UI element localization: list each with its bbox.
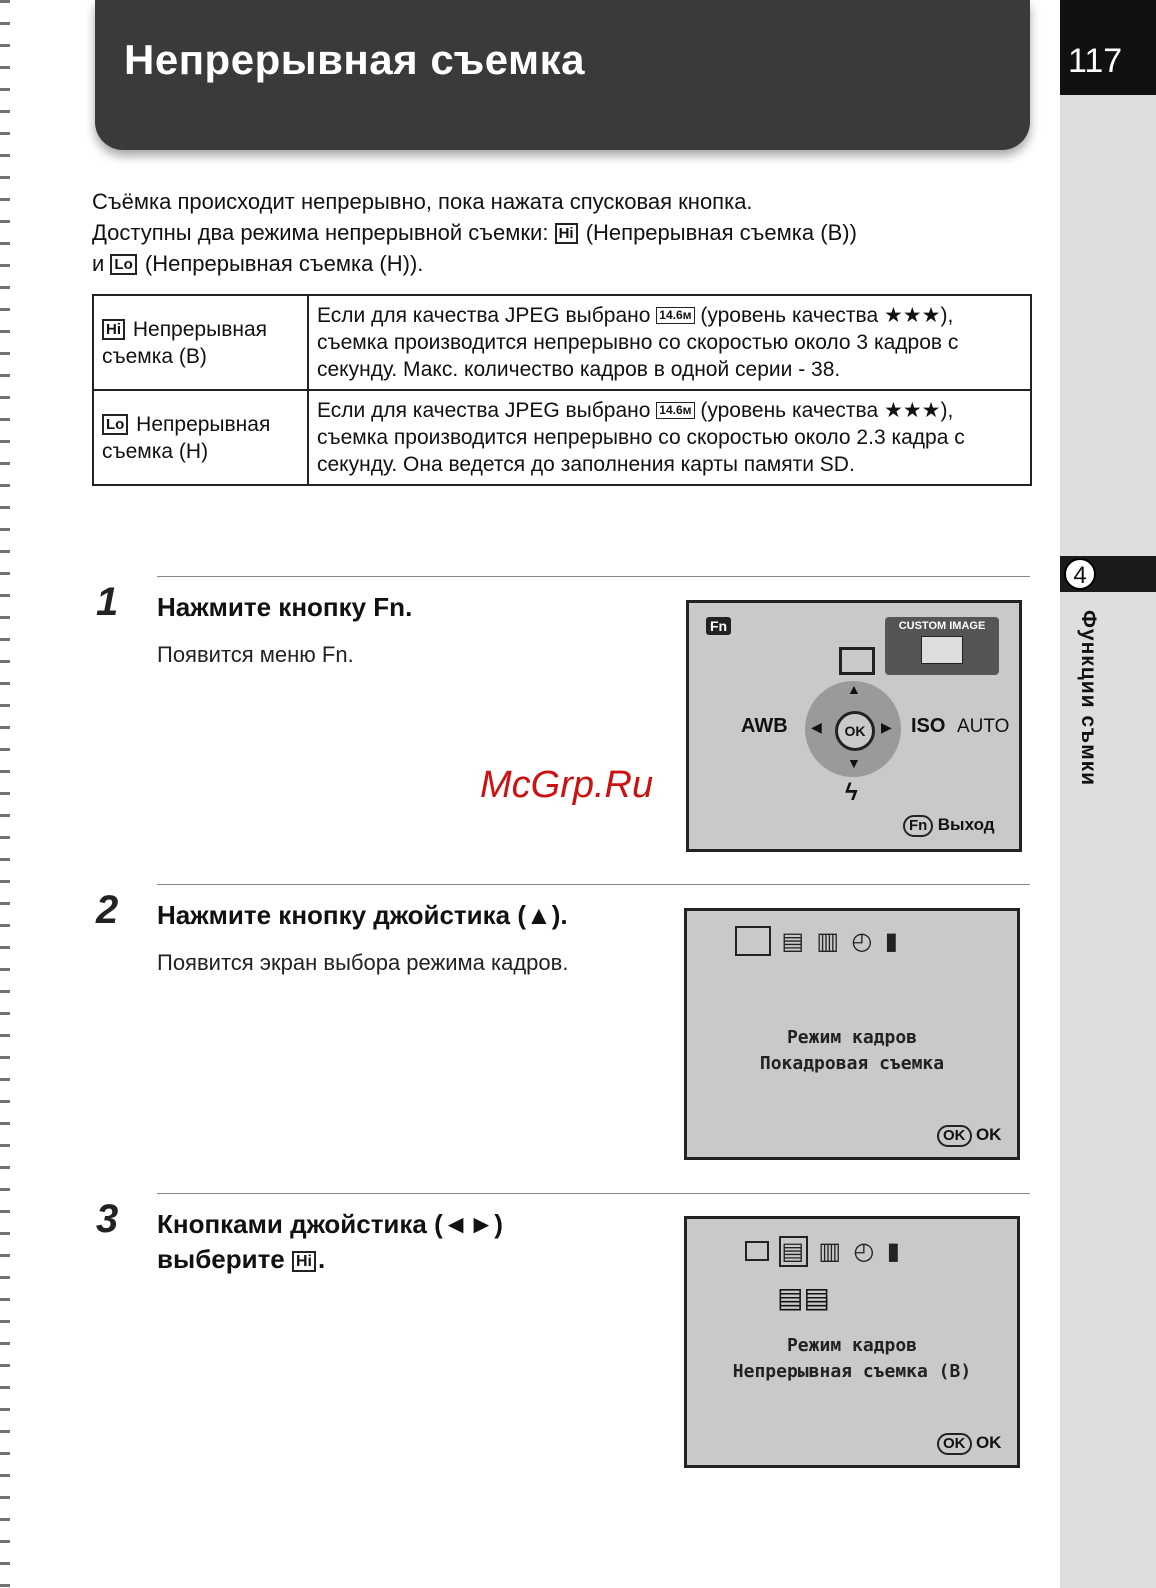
fn-badge: Fn bbox=[706, 617, 731, 635]
fn-exit-badge: Fn bbox=[903, 815, 933, 837]
mode-name-cell: Lo Непрерывная съемка (Н) bbox=[93, 390, 308, 485]
step-description: Появится меню Fn. bbox=[157, 642, 354, 667]
exit-hint: Fn Выход bbox=[903, 815, 995, 837]
hi-lo-options bbox=[777, 1281, 830, 1314]
continuous-hi-icon: ▤ bbox=[781, 1238, 807, 1265]
single-frame-icon bbox=[745, 1241, 769, 1261]
continuous-icon: ▥ bbox=[816, 928, 842, 955]
page-number: 117 bbox=[1068, 42, 1123, 80]
drive-mode-icons bbox=[745, 1233, 902, 1267]
right-arrow-icon: ▶ bbox=[881, 719, 892, 735]
screen-line-2: Покадровая съемка bbox=[759, 1053, 945, 1074]
step-number: 2 bbox=[96, 888, 119, 932]
step-divider bbox=[157, 1193, 1030, 1194]
ok-badge: OK bbox=[937, 1433, 972, 1455]
step-number: 3 bbox=[96, 1197, 119, 1241]
custom-image-icon bbox=[921, 636, 963, 664]
self-timer-icon: ◴ bbox=[853, 1238, 877, 1265]
ok-button-icon: OK bbox=[835, 711, 875, 751]
table-row bbox=[93, 295, 1031, 390]
mode-desc-cell: Если для качества JPEG выбрано 14.6м (уровень качества ★★★), съемка производится непрерывно со скоростью около 3 кадров с секунду. Макс. количество кадров в одной серии - 38. bbox=[308, 295, 1031, 390]
step-title-line-2: выберите Hi . bbox=[157, 1244, 326, 1274]
continuous-lo-icon: Lo bbox=[102, 414, 128, 435]
fn-menu-screen bbox=[686, 600, 1022, 852]
table-row bbox=[93, 390, 1031, 485]
continuous-hi-icon: Hi bbox=[102, 319, 125, 340]
side-strip bbox=[1060, 95, 1156, 1588]
step-description: Появится экран выбора режима кадров. bbox=[157, 950, 569, 975]
quality-icon: 14.6м bbox=[656, 307, 694, 324]
single-frame-icon bbox=[839, 647, 875, 675]
continuous-hi-icon: ▤ bbox=[781, 928, 807, 955]
custom-image-panel bbox=[885, 617, 999, 675]
step-divider bbox=[157, 884, 1030, 885]
custom-image-label: CUSTOM IMAGE bbox=[898, 620, 986, 632]
quality-icon: 14.6м bbox=[656, 402, 694, 419]
left-arrow-icon: ◀ bbox=[811, 719, 822, 735]
watermark: McGrp.Ru bbox=[480, 764, 654, 806]
continuous-lo-option-icon: ▤ bbox=[803, 1282, 830, 1313]
page-title: Непрерывная съемка bbox=[124, 36, 585, 83]
mode-name-cell: Hi Непрерывная съемка (В) bbox=[93, 295, 308, 390]
iso-label: ISO bbox=[911, 715, 946, 737]
single-frame-icon bbox=[735, 926, 771, 956]
screen-line-1: Режим кадров bbox=[786, 1027, 918, 1048]
mode-desc-cell: Если для качества JPEG выбрано 14.6м (уровень качества ★★★), съемка производится непрерывно со скоростью около 2.3 кадра с секунду. Она ведется до заполнения карты памяти SD. bbox=[308, 390, 1031, 485]
ok-badge: OK bbox=[937, 1125, 972, 1147]
ok-hint: OK OK bbox=[937, 1125, 1001, 1147]
continuous-hi-option-icon: ▤ bbox=[777, 1282, 804, 1313]
continuous-lo-icon: Lo bbox=[110, 254, 136, 275]
intro-text bbox=[92, 186, 1042, 279]
intro-line-2: Доступны два режима непрерывной съемки: Hi (Непрерывная съемка (В)) bbox=[92, 220, 857, 245]
step-number: 1 bbox=[96, 580, 119, 624]
ok-hint: OK OK bbox=[937, 1433, 1001, 1455]
screen-line-2: Непрерывная съемка (В) bbox=[732, 1361, 972, 1382]
mode-table bbox=[92, 294, 1032, 486]
awb-label: AWB bbox=[741, 715, 788, 737]
intro-line-3: и Lo (Непрерывная съемка (Н)). bbox=[92, 251, 424, 276]
remote-icon: ▮ bbox=[886, 1238, 902, 1265]
self-timer-icon: ◴ bbox=[851, 928, 875, 955]
step-title-line-1: Кнопками джойстика (◄►) bbox=[157, 1209, 503, 1239]
continuous-hi-icon: Hi bbox=[292, 1251, 316, 1272]
chapter-number: 4 bbox=[1064, 558, 1096, 590]
drive-mode-screen bbox=[684, 908, 1020, 1160]
continuous-hi-icon: Hi bbox=[555, 223, 578, 244]
chapter-label: Функции съмки bbox=[1077, 610, 1100, 787]
binding-holes bbox=[0, 0, 10, 1588]
up-arrow-icon: ▲ bbox=[847, 681, 861, 697]
iso-auto-label: AUTO bbox=[957, 716, 1010, 737]
screen-line-1: Режим кадров bbox=[786, 1335, 918, 1356]
intro-line-1: Съёмка происходит непрерывно, пока нажата спусковая кнопка. bbox=[92, 189, 753, 214]
drive-mode-select-screen bbox=[684, 1216, 1020, 1468]
step-divider bbox=[157, 576, 1030, 577]
flash-icon: ϟ bbox=[845, 779, 858, 806]
down-arrow-icon: ▼ bbox=[847, 755, 861, 771]
remote-icon: ▮ bbox=[884, 928, 900, 955]
drive-mode-icons bbox=[735, 923, 900, 957]
step-title: Нажмите кнопку джойстика (▲). bbox=[157, 900, 568, 930]
step-title: Нажмите кнопку Fn. bbox=[157, 592, 413, 622]
continuous-icon: ▥ bbox=[818, 1238, 844, 1265]
